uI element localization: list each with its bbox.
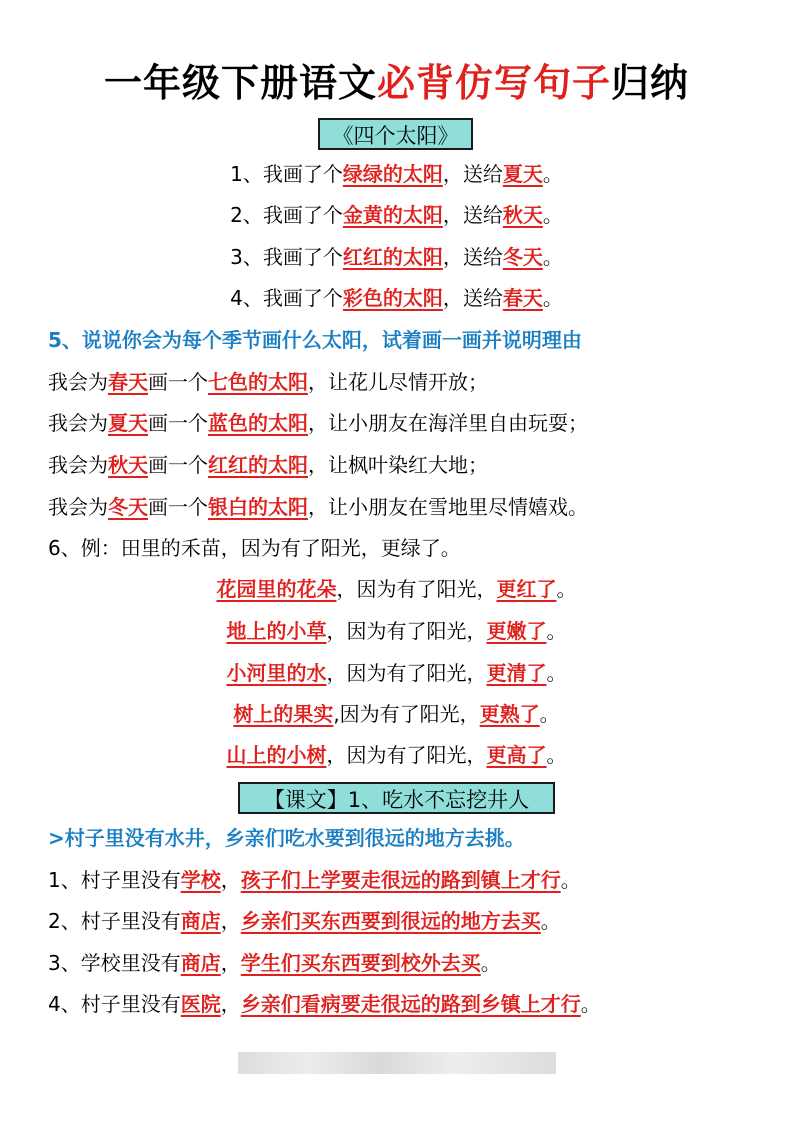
sentence-text: ，	[220, 992, 241, 1016]
sentence-text: ，	[220, 868, 241, 892]
keyword: 红红的太阳	[208, 453, 308, 477]
sentence-text: ，	[220, 951, 241, 975]
answer-text: 画一个	[148, 411, 208, 435]
keyword: 花园里的花朵	[216, 577, 337, 601]
keyword: 更高了	[486, 743, 547, 767]
title-part3: 归纳	[611, 60, 690, 105]
sentence-text: 2、村子里没有	[48, 909, 181, 933]
sentence-text: 2、我画了个	[230, 203, 343, 227]
keyword: 夏天	[502, 162, 543, 186]
sentence-text: ，送给	[442, 203, 503, 227]
answer-text: 画一个	[148, 453, 208, 477]
sentence-end: 。	[580, 992, 601, 1016]
keyword: 银白的太阳	[208, 495, 308, 519]
keyword: 商店	[180, 951, 221, 975]
sentence-text: 4、我画了个	[230, 286, 343, 310]
sentence-text: ，送给	[442, 162, 503, 186]
example-4	[0, 698, 793, 730]
answer-text: 我会为	[48, 370, 108, 394]
keyword: 冬天	[108, 495, 148, 519]
keyword: 春天	[502, 286, 543, 310]
keyword: 山上的小树	[226, 743, 327, 767]
keyword: 地上的小草	[226, 619, 327, 643]
blurred-footer-strip	[238, 1052, 556, 1074]
sentence-end: 。	[542, 245, 563, 269]
example-text: ，因为有了阳光，	[326, 661, 487, 685]
sentence-end: 。	[542, 203, 563, 227]
answer-text: 我会为	[48, 411, 108, 435]
question-5: 5、说说你会为每个季节画什么太阳，试着画一画并说明理由	[48, 328, 582, 352]
keyword: 医院	[180, 992, 221, 1016]
answer-text: ，让枫叶染红大地；	[308, 453, 488, 477]
sentence-end: 。	[540, 909, 561, 933]
sentence-end: 。	[546, 743, 567, 767]
example-1	[0, 573, 793, 605]
keyword: 小河里的水	[226, 661, 327, 685]
sentence-text: ，送给	[442, 286, 503, 310]
keyword: 孩子们上学要走很远的路到镇上才行	[240, 868, 561, 892]
sentence-text: 4、村子里没有	[48, 992, 181, 1016]
lesson-intro: >村子里没有水井，乡亲们吃水要到很远的地方去挑。	[48, 826, 525, 850]
example-text: ，因为有了阳光，	[326, 743, 487, 767]
lesson-sentence-2	[48, 905, 561, 937]
answer-text: ，让小朋友在海洋里自由玩耍；	[308, 411, 588, 435]
keyword: 更清了	[486, 661, 547, 685]
answer-autumn	[48, 449, 488, 481]
sentence-end: 。	[480, 951, 501, 975]
question-6: 6、例：田里的禾苗，因为有了阳光，更绿了。	[48, 536, 461, 560]
lesson-sentence-1	[48, 864, 581, 896]
keyword: 秋天	[108, 453, 148, 477]
sentence-text: 1、村子里没有	[48, 868, 181, 892]
sentence-2	[0, 199, 793, 231]
sentence-text: ，	[220, 909, 241, 933]
lesson-sentence-4	[48, 988, 601, 1020]
sentence-text: 3、学校里没有	[48, 951, 181, 975]
sentence-1	[0, 158, 793, 190]
answer-text: 画一个	[148, 370, 208, 394]
keyword: 更红了	[496, 577, 557, 601]
keyword: 商店	[180, 909, 221, 933]
answer-text: 我会为	[48, 453, 108, 477]
answer-text: 画一个	[148, 495, 208, 519]
example-text: ，因为有了阳光，	[326, 619, 487, 643]
keyword: 蓝色的太阳	[208, 411, 308, 435]
sentence-end: 。	[542, 162, 563, 186]
answer-spring	[48, 366, 488, 398]
sentence-text: 1、我画了个	[230, 162, 343, 186]
keyword: 更嫩了	[486, 619, 547, 643]
answer-text: 我会为	[48, 495, 108, 519]
keyword: 绿绿的太阳	[342, 162, 443, 186]
keyword: 乡亲们买东西要到很远的地方去买	[240, 909, 541, 933]
keyword: 更熟了	[479, 702, 540, 726]
sentence-text: 3、我画了个	[230, 245, 343, 269]
answer-text: ，让小朋友在雪地里尽情嬉戏。	[308, 495, 588, 519]
example-5	[0, 739, 793, 771]
keyword: 春天	[108, 370, 148, 394]
sentence-4	[0, 282, 793, 314]
keyword: 七色的太阳	[208, 370, 308, 394]
sentence-text: ，送给	[442, 245, 503, 269]
answer-summer	[48, 407, 588, 439]
keyword: 红红的太阳	[342, 245, 443, 269]
title-part1: 一年级下册语文	[103, 60, 377, 105]
sentence-end: 。	[546, 661, 567, 685]
keyword: 学校	[180, 868, 221, 892]
keyword: 秋天	[502, 203, 543, 227]
example-3	[0, 657, 793, 689]
sentence-end: 。	[546, 619, 567, 643]
sentence-end: 。	[539, 702, 560, 726]
title-part2: 必背仿写句子	[376, 60, 611, 105]
sentence-end: 。	[556, 577, 577, 601]
keyword: 彩色的太阳	[342, 286, 443, 310]
keyword: 夏天	[108, 411, 148, 435]
sentence-3	[0, 241, 793, 273]
keyword: 学生们买东西要到校外去买	[240, 951, 481, 975]
sentence-end: 。	[542, 286, 563, 310]
section-heading-four-suns: 《四个太阳》	[318, 118, 473, 150]
example-text: ,因为有了阳光，	[333, 702, 480, 726]
keyword: 乡亲们看病要走很远的路到乡镇上才行	[240, 992, 581, 1016]
example-text: ，因为有了阳光，	[336, 577, 497, 601]
page-title	[0, 52, 793, 107]
sentence-end: 。	[560, 868, 581, 892]
lesson-sentence-3	[48, 947, 501, 979]
answer-text: ，让花儿尽情开放；	[308, 370, 488, 394]
answer-winter	[48, 491, 588, 523]
keyword: 冬天	[502, 245, 543, 269]
keyword: 金黄的太阳	[342, 203, 443, 227]
example-2	[0, 615, 793, 647]
keyword: 树上的果实	[233, 702, 334, 726]
section-heading-lesson-1: 【课文】1、吃水不忘挖井人	[238, 782, 555, 814]
